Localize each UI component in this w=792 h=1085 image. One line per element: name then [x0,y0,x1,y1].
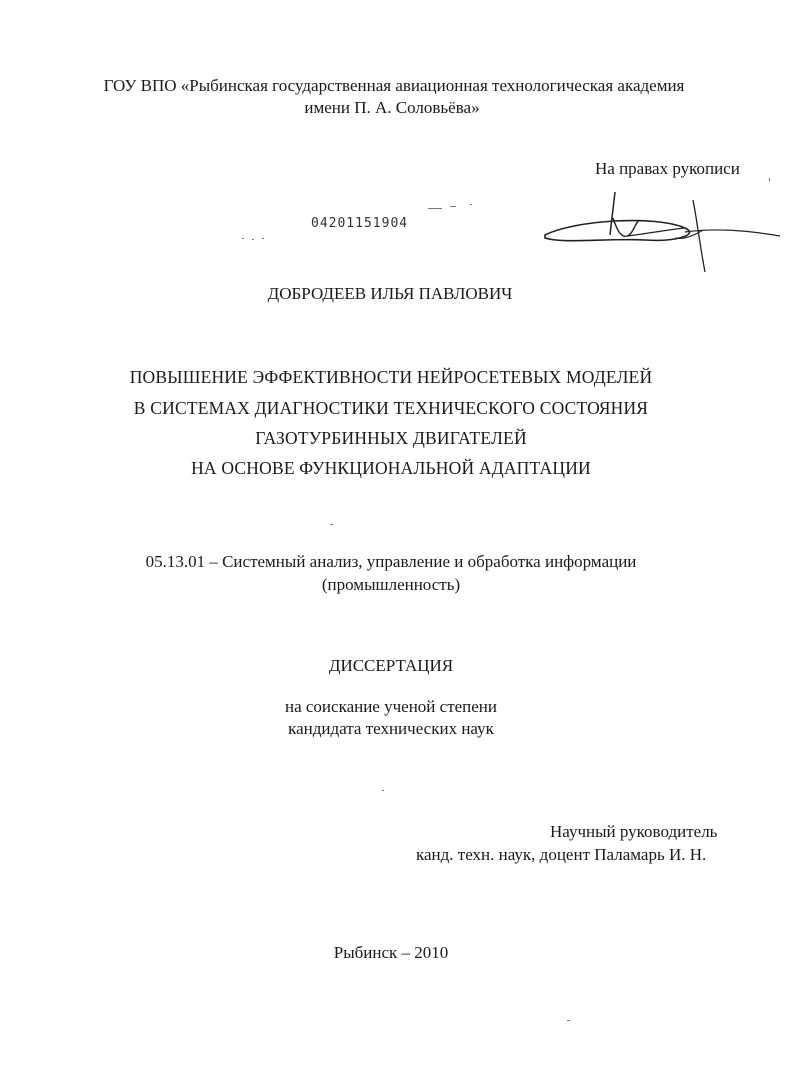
degree-line-1: на соискание ученой степени [284,697,498,716]
specialty-line-1: 05.13.01 – Системный анализ, управление и обработка информации [145,552,637,571]
library-stamp-number: 04201151904 [311,216,409,231]
scan-speck [428,208,442,209]
manuscript-rights-note: На правах рукописи [595,159,740,178]
scan-speck [262,238,264,239]
title-line-1: ПОВЫШЕНИЕ ЭФФЕКТИВНОСТИ НЕЙРОСЕТЕВЫХ МОДЕЛЕЙ [129,367,653,387]
city-year: Рыбинск – 2010 [333,943,449,962]
scan-speck [252,239,254,240]
scan-speck [567,1020,570,1021]
scan-speck [450,206,456,207]
scan-speck [470,204,472,205]
institution-line-1: ГОУ ВПО «Рыбинская государственная авиационная технологическая академия [103,76,685,95]
title-line-4: НА ОСНОВЕ ФУНКЦИОНАЛЬНОЙ АДАПТАЦИИ [191,458,591,478]
title-line-2: В СИСТЕМАХ ДИАГНОСТИКИ ТЕХНИЧЕСКОГО СОСТОЯНИЯ [133,398,649,418]
scan-speck [242,238,244,239]
author-name: ДОБРОДЕЕВ ИЛЬЯ ПАВЛОВИЧ [267,284,513,303]
scan-speck [330,524,333,525]
title-line-3: ГАЗОТУРБИННЫХ ДВИГАТЕЛЕЙ [255,428,527,448]
institution-line-2: имени П. А. Соловьёва» [304,98,480,117]
scan-speck [769,178,770,181]
supervisor-label: Научный руководитель [550,822,718,841]
signature [535,180,785,280]
specialty-line-2: (промышленность) [321,575,461,594]
scan-speck [382,790,384,791]
supervisor-name: канд. техн. наук, доцент Паламарь И. Н. [416,845,707,864]
document-type: ДИССЕРТАЦИЯ [328,656,454,675]
degree-line-2: кандидата технических наук [288,719,494,738]
